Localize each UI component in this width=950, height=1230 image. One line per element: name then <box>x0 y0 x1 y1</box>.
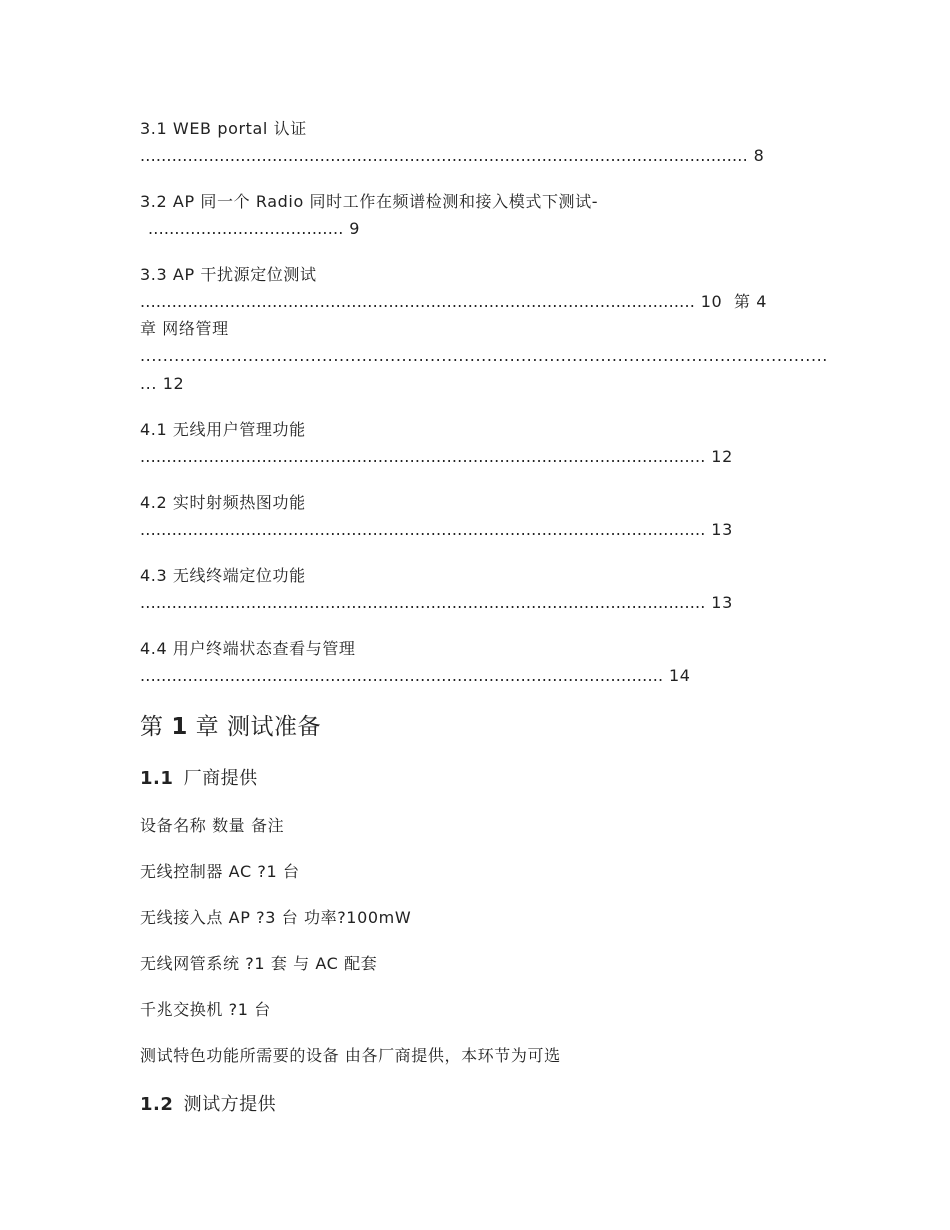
chapter-prefix: 第 <box>140 714 164 740</box>
toc-leader-dots: ................................................................................................... <box>140 666 664 685</box>
toc-entry-leader-row[interactable] <box>140 520 733 540</box>
section-heading <box>140 1093 276 1117</box>
section-number: 1.2 <box>140 1094 174 1115</box>
toc-page-number: ... 12 <box>140 374 185 393</box>
toc-leader-dots: ......................................................................................................................... <box>140 346 828 365</box>
toc-entry-title[interactable]: 3.2 AP 同一个 Radio 同时工作在频谱检测和接入模式下测试- <box>140 192 599 211</box>
toc-entry-leader-row[interactable] <box>140 146 764 166</box>
toc-entry-title[interactable]: 4.1 无线用户管理功能 <box>140 420 306 439</box>
toc-page-number: 10 <box>700 292 723 311</box>
toc-leader-dots: ................................................................................................................... <box>140 146 748 165</box>
toc-page-number: 9 <box>349 219 361 238</box>
section-title: 厂商提供 <box>183 768 258 789</box>
chapter-heading <box>140 712 321 742</box>
toc-page-number: 13 <box>711 593 733 612</box>
toc-entry-leader-row[interactable] <box>140 447 733 467</box>
toc-page-number: 14 <box>669 666 691 685</box>
body-paragraph: 无线网管系统 ?1 套 与 AC 配套 <box>140 954 378 973</box>
toc-chapter-label: 第 4 <box>733 292 768 311</box>
toc-leader-dots: ........................................................................................................... <box>140 520 706 539</box>
toc-page-number: 8 <box>753 146 765 165</box>
toc-entry-leader-row[interactable] <box>148 219 360 239</box>
body-paragraph: 无线接入点 AP ?3 台 功率?100mW <box>140 908 412 927</box>
section-number: 1.1 <box>140 768 174 789</box>
body-paragraph: 测试特色功能所需要的设备 由各厂商提供，本环节为可选 <box>140 1046 561 1065</box>
toc-entry-title[interactable]: 4.3 无线终端定位功能 <box>140 566 306 585</box>
toc-entry-leader-row[interactable] <box>140 593 733 613</box>
toc-page-number: 12 <box>711 447 733 466</box>
toc-entry-leader-row[interactable] <box>140 292 767 312</box>
toc-leader-dots: ......................................................................................................... <box>140 292 696 311</box>
toc-entry-title[interactable]: 4.4 用户终端状态查看与管理 <box>140 639 356 658</box>
toc-entry-title[interactable]: 4.2 实时射频热图功能 <box>140 493 306 512</box>
body-paragraph: 千兆交换机 ?1 台 <box>140 1000 271 1019</box>
body-paragraph: 设备名称 数量 备注 <box>140 816 285 835</box>
toc-entry-title[interactable]: 3.1 WEB portal 认证 <box>140 119 307 138</box>
chapter-number: 1 <box>171 714 188 740</box>
toc-leader-dots: ........................................................................................................... <box>140 593 706 612</box>
toc-page-number: 13 <box>711 520 733 539</box>
chapter-title: 章 测试准备 <box>195 714 321 740</box>
toc-leader-dots: ..................................... <box>148 219 344 238</box>
toc-leader-dots: ........................................................................................................... <box>140 447 706 466</box>
section-title: 测试方提供 <box>183 1094 277 1115</box>
body-paragraph: 无线控制器 AC ?1 台 <box>140 862 300 881</box>
toc-entry-leader-row[interactable] <box>140 666 691 686</box>
section-heading <box>140 767 258 791</box>
toc-entry-title[interactable]: 章 网络管理 <box>140 319 229 338</box>
toc-entry-title[interactable]: 3.3 AP 干扰源定位测试 <box>140 265 317 284</box>
